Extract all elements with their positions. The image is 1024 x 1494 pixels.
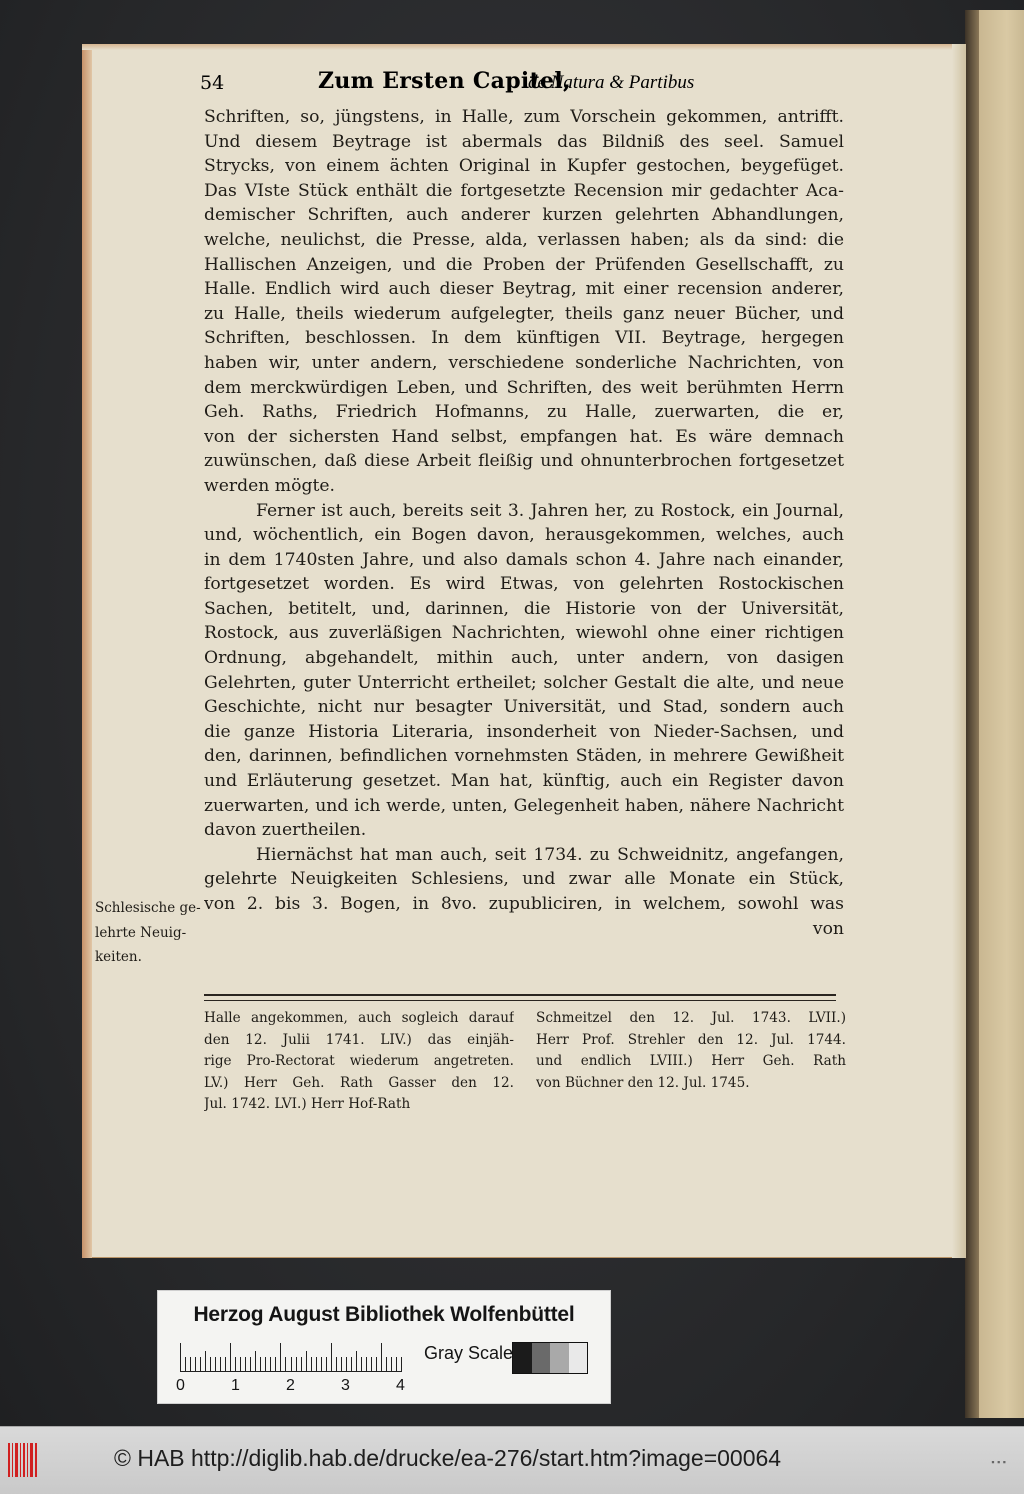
ruler-tick — [331, 1343, 332, 1371]
ruler-tick — [371, 1357, 372, 1371]
ruler-tick — [346, 1357, 347, 1371]
footnote-line: und endlich LVIII.) Herr Geh. Rath — [536, 1053, 846, 1069]
ruler-tick — [321, 1357, 322, 1371]
barcode-bar — [8, 1443, 10, 1477]
text-line: die ganze Historia Literaria, insonderheit von Nieder-Sachsen, und — [204, 721, 844, 742]
ruler-tick — [391, 1357, 392, 1371]
ruler-tick — [270, 1357, 271, 1371]
text-line: zu Halle, theils wiederum aufgelegter, theils ganz neuer Bücher, und — [204, 303, 844, 324]
page-edge-left — [82, 44, 92, 1258]
footnote-line: Halle angekommen, auch sogleich darauf — [204, 1010, 514, 1026]
page-edge-top — [82, 44, 966, 50]
ruler-tick — [200, 1357, 201, 1371]
text-line: haben wir, unter andern, verschiedene sonderliche Nachrichten, von — [204, 352, 844, 373]
footnote-line: Schmeitzel den 12. Jul. 1743. LVII.) — [536, 1010, 846, 1026]
barcode-bar — [20, 1443, 21, 1477]
text-line: Ordnung, abgehandelt, mithin auch, unter andern, von dasigen — [204, 648, 844, 669]
text-line: den, darinnen, befindlichen vornehmsten Städen, in mehrere Gewißheit — [204, 746, 844, 767]
ruler-tick — [285, 1357, 286, 1371]
page-number: 54 — [200, 72, 225, 94]
ruler-tick — [190, 1357, 191, 1371]
text-line: demischer Schriften, auch anderer kurzen gelehrten Abhandlungen, — [204, 205, 844, 226]
text-line: werden mögte. — [204, 475, 335, 496]
ruler-tick — [296, 1357, 297, 1371]
text-line: Gelehrten, guter Unterricht ertheilet; solcher Gestalt die alte, und neue — [204, 672, 844, 693]
grayscale-label: Gray Scale — [424, 1343, 514, 1363]
text-line: Schriften, so, jüngstens, in Halle, zum Vorschein gekommen, antrifft. — [204, 107, 844, 127]
ruler-tick — [401, 1357, 402, 1371]
marginal-note-line: keiten. — [95, 949, 142, 966]
text-line: Das VIste Stück enthält die fortgesetzte Recension mir gedachter Aca- — [204, 180, 844, 201]
text-line: Geschichte, nicht nur besagter Universität, und Stad, sondern auch — [204, 697, 844, 718]
text-line: zuwünschen, daß diese Arbeit fleißig und ohnunterbrochen fortgesetzet — [204, 451, 844, 472]
ruler-tick — [306, 1351, 307, 1371]
ruler-tick — [205, 1351, 206, 1371]
grayscale-swatch — [513, 1343, 532, 1373]
hab-barcode-icon — [8, 1443, 38, 1477]
ruler-tick — [245, 1357, 246, 1371]
grayscale-swatches — [512, 1342, 588, 1374]
ruler-tick — [301, 1357, 302, 1371]
marginal-note — [95, 896, 203, 970]
ruler-tick — [240, 1357, 241, 1371]
footnote-line: von Büchner den 12. Jul. 1745. — [536, 1074, 750, 1091]
text-line: zuerwarten, und ich werde, unten, Gelegenheit haben, nähere Nachricht — [204, 795, 844, 816]
ruler-tick — [316, 1357, 317, 1371]
ruler-tick — [396, 1357, 397, 1371]
text-line: Hiernächst hat man auch, seit 1734. zu Schweidnitz, angefangen, — [256, 844, 844, 865]
ruler-tick — [351, 1357, 352, 1371]
page-edge-right — [952, 44, 966, 1258]
text-line: von der sichersten Hand selbst, empfangen hat. Es wäre demnach — [204, 426, 844, 447]
text-line: Halle. Endlich wird auch dieser Beytrag, mit einer recension anderer, — [204, 279, 844, 300]
ruler-tick — [215, 1357, 216, 1371]
footer-dots: ▪ ▪ ▪ — [991, 1457, 1006, 1467]
text-line: von 2. bis 3. Bogen, in 8vo. zupubliciren, in welchem, sowohl was — [204, 894, 844, 914]
main-text-block — [204, 105, 844, 941]
adjacent-page-edge — [965, 10, 1024, 1418]
ruler-tick — [336, 1357, 337, 1371]
text-line: Geh. Raths, Friedrich Hofmanns, zu Halle, zuerwarten, die er, — [204, 402, 844, 423]
ruler-number: 2 — [286, 1377, 295, 1394]
text-line: Hallischen Anzeigen, und die Proben der Prüfenden Gesellschafft, zu — [204, 254, 844, 275]
ruler-number: 3 — [341, 1377, 350, 1394]
ruler-tick — [361, 1357, 362, 1371]
text-line: gelehrte Neuigkeiten Schlesiens, und zwar alle Monate ein Stück, — [204, 869, 844, 890]
marginal-note-line: lehrte Neuig- — [95, 924, 187, 941]
ruler-tick — [376, 1357, 377, 1371]
running-title-latin: de Natura & Partibus — [528, 72, 695, 93]
grayscale-swatch — [550, 1343, 569, 1373]
text-line: Schriften, beschlossen. In dem künftigen VII. Beytrage, hergegen — [204, 328, 844, 349]
ruler-tick — [386, 1357, 387, 1371]
ruler-tick — [381, 1343, 382, 1371]
text-line: davon zuertheilen. — [204, 820, 367, 841]
library-color-card — [157, 1290, 611, 1404]
footnote-line: Herr Prof. Strehler den 12. Jul. 1744. — [536, 1031, 846, 1048]
text-line: Und diesem Beytrage ist abermals das Bildniß des seel. Samuel — [204, 131, 844, 152]
text-line: dem merckwürdigen Leben, und Schriften, des weit berühmten Herrn — [204, 377, 844, 398]
footnote-line: LV.) Herr Geh. Rath Gasser den 12. — [204, 1074, 514, 1091]
marginal-note-line: Schlesische ge- — [95, 900, 201, 916]
ruler-tick — [180, 1343, 181, 1371]
ruler-tick — [225, 1357, 226, 1371]
text-line: Ferner ist auch, bereits seit 3. Jahren her, zu Rostock, ein Journal, — [256, 500, 844, 521]
ruler-tick — [260, 1357, 261, 1371]
ruler-tick — [265, 1357, 266, 1371]
barcode-bar — [15, 1443, 18, 1477]
ruler-number: 4 — [396, 1377, 405, 1394]
page-gutter — [965, 10, 979, 1418]
library-name: Herzog August Bibliothek Wolfenbüttel — [193, 1303, 575, 1326]
ruler-tick — [275, 1357, 276, 1371]
footnote-line: den 12. Julii 1741. LIV.) das einjäh- — [204, 1031, 514, 1048]
barcode-bar — [30, 1443, 33, 1477]
ruler-tick — [195, 1357, 196, 1371]
text-line: in dem 1740sten Jahre, und also damals schon 4. Jahre nach einander, — [204, 549, 844, 570]
footer-bar — [0, 1426, 1024, 1494]
ruler-tick — [255, 1351, 256, 1371]
barcode-bar — [27, 1443, 28, 1477]
barcode-bar — [12, 1443, 13, 1477]
text-line: von — [812, 918, 844, 939]
text-line: Strycks, von einem ächten Original in Kupfer gestochen, beygefüget. — [204, 156, 844, 177]
footnote-line: rige Pro-Rectorat wiederum angetreten. — [204, 1053, 514, 1069]
barcode-bar — [23, 1443, 25, 1477]
text-line: welche, neulichst, die Presse, alda, verlassen haben; als da sind: die — [204, 229, 844, 250]
grayscale-swatch — [532, 1343, 551, 1373]
ruler-tick — [356, 1351, 357, 1371]
ruler-number: 1 — [231, 1377, 240, 1394]
text-line: fortgesetzet worden. Es wird Etwas, von gelehrten Rostockischen — [204, 574, 844, 595]
barcode-bar — [35, 1443, 37, 1477]
footer-url[interactable]: © HAB http://diglib.hab.de/drucke/ea-276/start.htm?image=00064 — [114, 1445, 782, 1471]
ruler-baseline — [180, 1371, 402, 1372]
text-line: und Erläuterung gesetzet. Man hat, künftig, auch ein Register davon — [204, 771, 844, 792]
text-line: und, wöchentlich, ein Bogen davon, herausgekommen, welches, auch — [204, 525, 844, 546]
ruler-tick — [210, 1357, 211, 1371]
ruler-tick — [250, 1357, 251, 1371]
text-line: Sachen, betitelt, und, darinnen, die Historie von der Universität, — [204, 598, 844, 619]
footnote-column-left — [204, 1008, 514, 1116]
ruler-tick — [311, 1357, 312, 1371]
footnote-line: Jul. 1742. LVI.) Herr Hof-Rath — [204, 1096, 411, 1112]
ruler-tick — [341, 1357, 342, 1371]
ruler-tick — [291, 1357, 292, 1371]
ruler-tick — [326, 1357, 327, 1371]
ruler-number: 0 — [176, 1377, 185, 1394]
ruler-tick — [220, 1357, 221, 1371]
grayscale-swatch — [569, 1343, 588, 1373]
ruler-tick — [366, 1357, 367, 1371]
running-title: Zum Ersten Capitel, — [318, 68, 571, 94]
ruler-tick — [185, 1357, 186, 1371]
text-line: Rostock, aus zuverläßigen Nachrichten, wiewohl ohne einer richtigen — [204, 623, 844, 644]
scale-ruler — [180, 1341, 402, 1373]
footnote-column-right — [536, 1008, 846, 1094]
footnote-rule — [204, 994, 836, 1001]
ruler-tick — [235, 1357, 236, 1371]
ruler-tick — [280, 1343, 281, 1371]
ruler-tick — [230, 1343, 231, 1371]
